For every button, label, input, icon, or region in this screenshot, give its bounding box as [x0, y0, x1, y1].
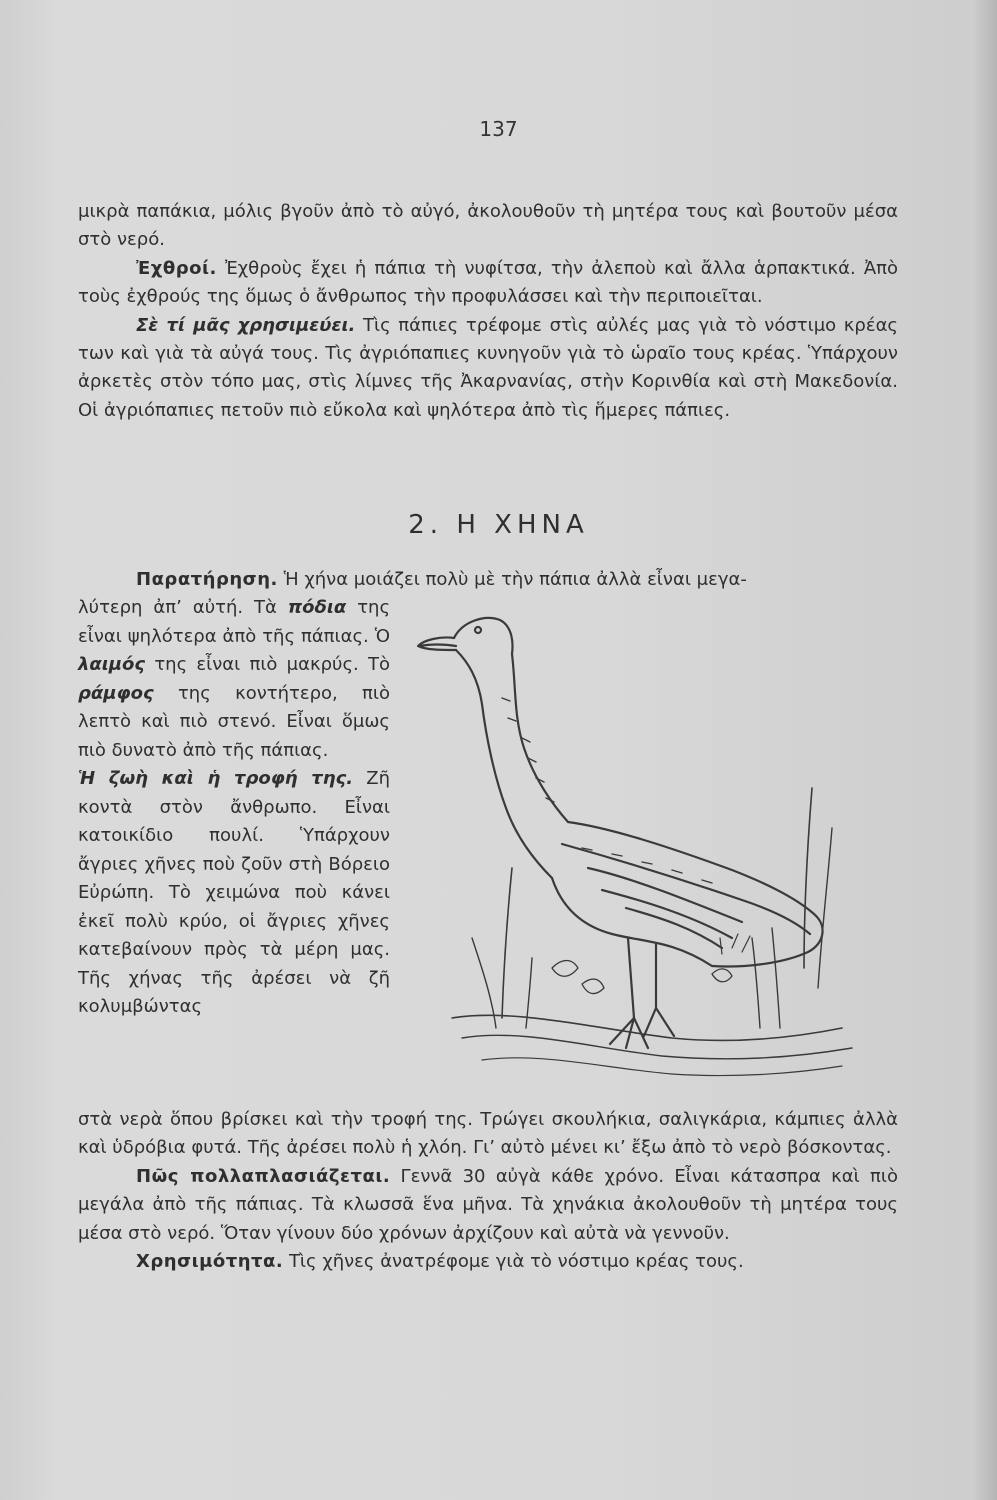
page-edge-shadow — [973, 0, 997, 1500]
life-column-body: Ζῆ κοντὰ στὸν ἄνθρωπο. Εἶναι κατοικίδιο πουλί. Ὑπάρχουν ἄγριες χῆνες ποὺ ζοῦν στὴ Βόρειο Εὐρώπη. Τὸ χειμώνα ποὺ κάνει ἐκεῖ πολὺ κρύο, οἱ ἄγριες χῆνες κατεβαίνουν πρὸς τὰ μέρη μας. Τῆς χήνας τῆς ἀρέσει νὰ ζῆ κολυμβώντας — [78, 768, 390, 1017]
term-podia: πόδια — [287, 597, 347, 618]
obs-text-d: της κοντήτερο, πιὸ λεπτὸ καὶ πιὸ στενό. Εἶναι ὅμως πιὸ δυνατὸ ἀπὸ τῆς πάπιας. — [78, 682, 390, 761]
term-ramfos: ράμφος — [78, 682, 154, 704]
enemies-heading: Ἐχθροί. — [136, 257, 217, 279]
paragraph-multiply — [78, 1163, 898, 1248]
page-number: 137 — [479, 117, 518, 141]
observation-heading: Παρατήρηση. — [136, 569, 278, 590]
multiply-heading: Πῶς πολλαπλασιάζεται. — [136, 1165, 391, 1187]
obs-text-a: λύτερη ἀπ’ αὐτή. Τὰ — [78, 597, 288, 618]
life-full-text: στὰ νερὰ ὅπου βρίσκει καὶ τὴν τροφή της. Τρώγει σκουλήκια, σαλιγκάρια, κάμπιες ἀλλὰ καὶ ὑδρόβια φυτά. Τῆς ἀρέσει πολὺ ἡ χλόη. Γι’ αὐτὸ μένει κι’ ἔξω ἀπὸ τὸ νερὸ βόσκοντας. — [78, 1109, 898, 1159]
life-column-text — [78, 765, 390, 1022]
use-text: Τὶς πάπιες τρέφομε στὶς αὐλές μας γιὰ τὸ νόστιμο κρέας των καὶ γιὰ τὰ αὐγά τους. Τὶς ἀγριόπαπιες κυνηγοῦν γιὰ τὸ ὡραῖο τους κρέας. Ὑπάρχουν ἀρκετὲς στὸν τόπο μας, στὶς λίμνες τῆς Ἀκαρνανίας, στὴν Κορινθία καὶ στὴ Μακεδονία. Οἱ ἀγριόπαπιες πετοῦν πιὸ εὔκολα καὶ ψηλότερα ἀπὸ τὶς ἥμερες πάπιες. — [78, 314, 898, 421]
paragraph-usefulness — [78, 1248, 898, 1276]
life-heading: Ἡ ζωὴ καὶ ἡ τροφή της. — [78, 768, 354, 789]
observation-line1: Ἡ χήνα μοιάζει πολὺ μὲ τὴν πάπια ἀλλὰ εἶναι μεγα- — [277, 569, 747, 590]
section-title: 2. Η ΧΗΝΑ — [408, 510, 589, 540]
usefulness-heading: Χρησιμότητα. — [136, 1251, 284, 1273]
obs-text-c: της εἶναι πιὸ μακρύς. Τὸ — [145, 654, 390, 675]
term-laimos: λαιμός — [78, 654, 146, 675]
obs-text-b: της εἶναι ψηλότερα ἀπὸ τῆς πάπιας. Ὁ — [78, 597, 391, 647]
paragraph-use — [78, 312, 898, 426]
use-heading: Σὲ τί μᾶς χρησιμεύει. — [136, 314, 356, 336]
paragraph-ducklings: μικρὰ παπάκια, μόλις βγοῦν ἀπὸ τὸ αὐγό, ἀκολουθοῦν τὴ μητέρα τους καὶ βουτοῦν μέσα στὸ νερό. — [78, 201, 898, 251]
lower-text-block — [78, 1106, 898, 1276]
observation-first-line — [78, 566, 898, 594]
multiply-text: Γεννᾶ 30 αὐγὰ κάθε χρόνο. Εἶναι κάτασπρα καὶ πιὸ μεγάλα ἀπὸ τῆς πάπιας. Τὰ κλωσσᾶ ἕνα μῆνα. Τὰ χηνάκια ἀκολουθοῦν τὴ μητέρα τους μέσα στὸ νερό. Ὅταν γίνουν δύο χρόνων ἀρχίζουν καὶ αὐτὰ νὰ γεννοῦν. — [78, 1165, 898, 1244]
top-text-block — [78, 198, 898, 425]
observation-column-text — [78, 594, 390, 765]
paragraph-enemies — [78, 255, 898, 312]
left-column — [78, 594, 390, 1022]
usefulness-text: Τὶς χῆνες ἀνατρέφομε γιὰ τὸ νόστιμο κρέας τους. — [283, 1251, 744, 1273]
goose-illustration — [412, 608, 867, 1088]
enemies-text: Ἐχθροὺς ἔχει ἡ πάπια τὴ νυφίτσα, τὴν ἀλεποὺ καὶ ἄλλα ἁρπακτικά. Ἀπὸ τοὺς ἐχθρούς της ὅμως ὁ ἄνθρωπος τὴν προφυλάσσει καὶ τὴν περιποιεῖται. — [78, 257, 898, 308]
